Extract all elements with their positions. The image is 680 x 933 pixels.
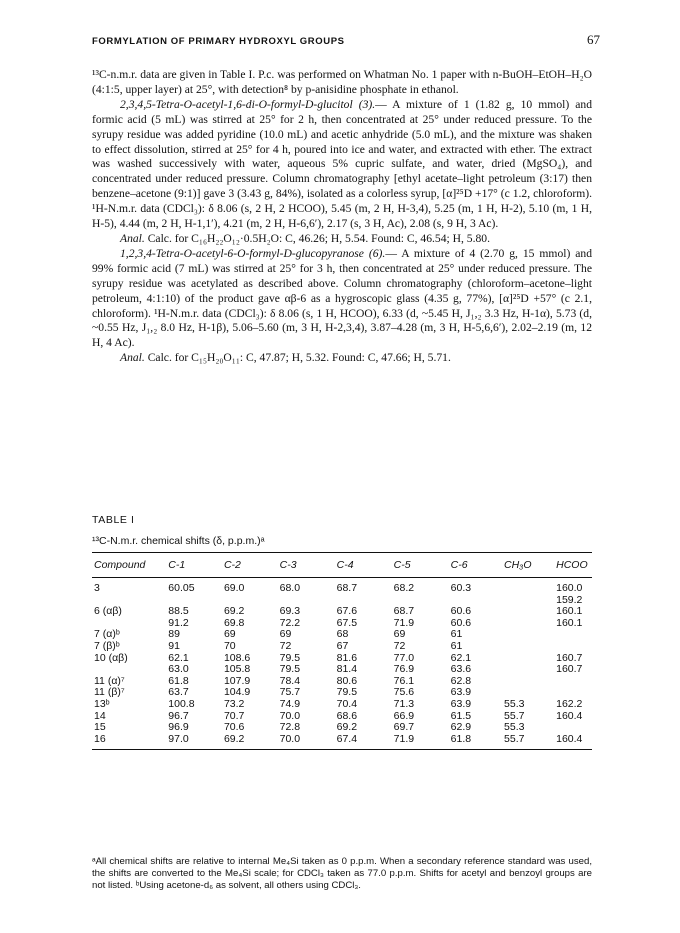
shift-value-cell: 67.5 [336, 616, 358, 629]
shift-value-cell: 72.2 [279, 616, 301, 629]
shift-value-cell: 74.9 [279, 697, 301, 710]
shift-value-cell: 88.5 [168, 605, 189, 618]
shift-value-cell: 89 [168, 628, 180, 641]
shift-value-cell: 61.8 [450, 732, 472, 745]
shift-value-cell: 75.6 [393, 686, 415, 699]
compound-cell: 7 (α)ᵇ [94, 628, 120, 641]
shift-value-cell: 69 [393, 628, 406, 641]
shift-value-cell: 70 [223, 639, 236, 652]
table-row [92, 734, 592, 750]
shift-value-cell: 71.3 [393, 697, 415, 710]
shift-value-cell: 160.4 [556, 732, 583, 745]
shift-value-cell: 68 [336, 628, 349, 641]
compound-cell: 16 [94, 732, 106, 745]
running-title: FORMYLATION OF PRIMARY HYDROXYL GROUPS [92, 36, 345, 47]
shift-value-cell [554, 641, 592, 653]
page-number: 67 [587, 32, 600, 47]
analysis-values: Calc. for C₁₆H₂₂O₁₂·0.5H₂O: C, 46.26; H, 5.54. Found: C, 46.54; H, 5.80. [147, 231, 490, 245]
compound-3-procedure: — A mixture of 1 (1.82 g, 10 mmol) and formic acid (5 mL) was stirred at 25° for 2 h, then concentrated at 25° under reduced pressure. To the syrupy residue was added pyridine (10.0 mL) and acetic anhydride (5.0 mL), and the mixture was shaken to effect dissolution, stirred at 25° for 4 h, poured into ice and water, and extracted with ether. The extract was washed successively with water, aqueous 5% cupric sulfate, and water, dried (MgSO₄), and concentrated under reduced pressure. Column chromatography [ethyl acetate–light petroleum (3:17) then benzene–acetone (9:1)] gave 3 (3.43 g, 84%), isolated as a colorless syrup, [α]²⁵D +17° (c 1.2, chloroform). ¹H-N.m.r. data (CDCl₃): δ 8.06 (s, 2 H, 2 HCOO), 5.45 (m, 2 H, H-3,4), 5.25 (m, 1 H, H-2), 5.10 (m, 1 H, H-5), 4.44 (m, 2 H, H-1,1′), 4.21 (m, 2 H, H-6,6′), 2.17 (s, 3 H, Ac), 2.08 (s, 9 H, 3 Ac). [92, 97, 593, 231]
analysis-label: Anal. [120, 351, 145, 365]
shift-value-cell: 73.2 [223, 697, 245, 710]
table-row [92, 664, 592, 676]
shift-value-cell: 63.9 [450, 697, 472, 710]
paragraph-compound-3 [92, 98, 592, 232]
shift-value-cell: 62.8 [450, 674, 472, 687]
table-caption: ¹³C-N.m.r. chemical shifts (δ, p.p.m.)ᵃ [92, 535, 265, 547]
shift-value-cell: 61 [450, 639, 463, 652]
table-title: TABLE I [92, 514, 135, 526]
column-header: C-3 [279, 559, 297, 571]
shift-value-cell: 72 [279, 639, 292, 652]
shift-value-cell: 97.0 [168, 732, 189, 745]
shift-value-cell [502, 676, 554, 688]
shift-value-cell: 100.8 [168, 697, 195, 710]
shift-value-cell: 91 [168, 639, 180, 652]
column-header: C-4 [336, 559, 354, 571]
table-header-row [92, 553, 592, 578]
compound-6-heading: 1,2,3,4-Tetra-O-acetyl-6-O-formyl-D-glucopyranose (6). [120, 246, 386, 260]
shift-value-cell: 69 [223, 628, 236, 641]
shift-value-cell: 81.4 [336, 663, 358, 676]
shift-value-cell: 61.8 [168, 674, 189, 687]
shift-value-cell: 60.3 [450, 582, 472, 594]
shift-value-cell: 68.7 [336, 582, 358, 594]
paragraph-pc-data: ¹³C-n.m.r. data are given in Table I. P.c. was performed on Whatman No. 1 paper with n-BuOH–EtOH–H₂O (4:1:5, upper layer) at 25°, with detection⁸ by p-anisidine phosphate in ethanol. [92, 68, 592, 96]
shift-value-cell: 68.2 [393, 582, 415, 594]
shift-value-cell [502, 618, 554, 630]
shift-value-cell: 96.7 [168, 709, 189, 722]
shift-value-cell: 60.6 [450, 605, 472, 618]
shift-value-cell: 159.2 [556, 593, 583, 606]
paragraph-analysis-6 [92, 351, 592, 366]
shift-value-cell: 162.2 [556, 697, 583, 710]
compound-cell: 15 [94, 721, 106, 734]
shift-value-cell: 71.9 [393, 732, 415, 745]
shift-value-cell: 61 [450, 628, 463, 641]
compound-3-heading: 2,3,4,5-Tetra-O-acetyl-1,6-di-O-formyl-D-glucitol (3). [120, 97, 376, 111]
shift-value-cell [554, 722, 592, 734]
shift-value-cell: 66.9 [393, 709, 415, 722]
column-header: Compound [94, 559, 146, 571]
shift-value-cell: 55.3 [504, 721, 525, 734]
shift-value-cell: 75.7 [279, 686, 301, 699]
shift-value-cell: 76.9 [393, 663, 415, 676]
shift-value-cell [502, 653, 554, 665]
compound-cell: 11 (α)⁷ [94, 674, 125, 687]
shift-value-cell: 77.0 [393, 651, 415, 664]
shift-value-cell: 55.7 [504, 709, 525, 722]
column-header: C-6 [450, 559, 468, 571]
shift-value-cell: 80.6 [336, 674, 358, 687]
shift-value-cell: 78.4 [279, 674, 301, 687]
shift-value-cell: 72 [393, 639, 406, 652]
shift-value-cell [502, 641, 554, 653]
paragraph-compound-6 [92, 247, 592, 351]
shift-value-cell: 69.2 [223, 605, 245, 618]
shift-value-cell: 81.6 [336, 651, 358, 664]
shift-value-cell: 160.1 [556, 616, 583, 629]
shift-value-cell: 62.9 [450, 721, 472, 734]
shift-value-cell: 68.6 [336, 709, 358, 722]
shift-value-cell: 107.9 [223, 674, 251, 687]
shift-value-cell [502, 578, 554, 595]
shift-value-cell [502, 629, 554, 641]
shift-value-cell: 160.0 [556, 582, 583, 594]
shift-value-cell: 61.5 [450, 709, 472, 722]
shift-value-cell: 79.5 [279, 651, 301, 664]
shift-value-cell: 70.0 [279, 709, 301, 722]
shift-value-cell: 69.7 [393, 721, 415, 734]
shift-value-cell [502, 595, 554, 607]
shift-value-cell: 96.9 [168, 721, 189, 734]
column-header: HCOO [556, 559, 588, 571]
shift-value-cell: 108.6 [223, 651, 251, 664]
data-table [92, 552, 592, 750]
shift-value-cell: 63.0 [168, 663, 189, 676]
shift-value-cell: 72.8 [279, 721, 301, 734]
column-header: C-5 [393, 559, 411, 571]
shift-value-cell: 55.7 [504, 732, 525, 745]
shift-value-cell: 63.9 [450, 686, 472, 699]
shift-value-cell: 60.6 [450, 616, 472, 629]
compound-6-procedure: — A mixture of 4 (2.70 g, 15 mmol) and 99% formic acid (7 mL) was stirred at 25° for 3 h, then concentrated at 25° under reduced pressure. The syrupy residue was acetylated as described above. Column chromatography (chloroform–acetone–light petroleum, 4:1:10) of the product gave αβ-6 as a hygroscopic glass (4.35 g, 77%), [α]²⁵D +57° (c 2.1, chloroform). ¹H-N.m.r. data (CDCl₃): δ 8.06 (s, 1 H, HCOO), 6.33 (d, ~5.45 H, J₁,₂ 3.3 Hz, H-1α), 5.73 (d, ~0.55 Hz, J₁,₂ 8.0 Hz, H-1β), 5.06–5.60 (m, 3 H, H-2,3,4), 3.87–4.28 (m, 3 H, H-5,6,6′), 2.02–2.19 (m, 12 H, 4 Ac). [92, 246, 593, 350]
chemical-shift-table [92, 552, 592, 750]
article-body [92, 68, 592, 366]
shift-value-cell: 67.4 [336, 732, 358, 745]
shift-value-cell: 63.7 [168, 686, 189, 699]
shift-value-cell: 70.7 [223, 709, 245, 722]
compound-cell: 10 (αβ) [94, 651, 128, 664]
shift-value-cell: 160.7 [556, 663, 583, 676]
analysis-values: Calc. for C₁₅H₂₀O₁₁: C, 47.87; H, 5.32. Found: C, 47.66; H, 5.71. [147, 351, 451, 365]
compound-cell: 11 (β)⁷ [94, 686, 125, 699]
shift-value-cell: 69.3 [279, 605, 301, 618]
shift-value-cell: 67.6 [336, 605, 358, 618]
column-header: CH₃O [504, 559, 532, 571]
shift-value-cell: 160.4 [556, 709, 583, 722]
shift-value-cell: 62.1 [450, 651, 472, 664]
table-row [92, 578, 592, 595]
table-row [92, 722, 592, 734]
shift-value-cell: 68.7 [393, 605, 415, 618]
shift-value-cell: 69.2 [336, 721, 358, 734]
shift-value-cell: 70.4 [336, 697, 358, 710]
compound-cell: 13ᵇ [94, 697, 110, 710]
shift-value-cell [502, 664, 554, 676]
shift-value-cell: 69 [279, 628, 292, 641]
shift-value-cell [554, 676, 592, 688]
shift-value-cell: 160.1 [556, 605, 583, 618]
shift-value-cell: 104.9 [223, 686, 251, 699]
shift-value-cell: 70.6 [223, 721, 245, 734]
table-row [92, 641, 592, 653]
shift-value-cell: 62.1 [168, 651, 189, 664]
shift-value-cell: 55.3 [504, 697, 525, 710]
shift-value-cell: 79.5 [336, 686, 358, 699]
shift-value-cell: 69.8 [223, 616, 245, 629]
paragraph-analysis-3 [92, 232, 592, 247]
shift-value-cell: 79.5 [279, 663, 301, 676]
compound-cell: 3 [94, 582, 100, 594]
shift-value-cell: 105.8 [223, 663, 251, 676]
table-row [92, 699, 592, 711]
shift-value-cell: 63.6 [450, 663, 472, 676]
compound-cell [92, 664, 166, 676]
shift-value-cell: 91.2 [168, 616, 189, 629]
analysis-label: Anal. [120, 231, 145, 245]
table-footnote: ᵃAll chemical shifts are relative to internal Me₄Si taken as 0 p.p.m. When a secondary reference standard was used, the shifts are converted to the Me₄Si scale; for CDCl₃ taken as 77.0 p.p.m. Shifts for acetyl and benzoyl groups are not listed. ᵇUsing acetone-d₆ as solvent, all others using CDCl₃. [92, 856, 592, 892]
compound-cell: 7 (β)ᵇ [94, 639, 120, 652]
shift-value-cell: 71.9 [393, 616, 415, 629]
shift-value-cell: 69.0 [223, 582, 245, 594]
shift-value-cell [502, 606, 554, 618]
shift-value-cell: 60.05 [168, 582, 195, 594]
shift-value-cell [554, 629, 592, 641]
shift-value-cell: 76.1 [393, 674, 415, 687]
column-header: C-1 [168, 559, 186, 571]
compound-cell: 14 [94, 709, 106, 722]
shift-value-cell: 69.2 [223, 732, 245, 745]
compound-cell: 6 (αβ) [94, 605, 122, 618]
shift-value-cell: 68.0 [279, 582, 301, 594]
shift-value-cell: 160.7 [556, 651, 583, 664]
table-body [92, 578, 592, 750]
shift-value-cell: 67 [336, 639, 349, 652]
shift-value-cell: 70.0 [279, 732, 301, 745]
column-header: C-2 [223, 559, 241, 571]
